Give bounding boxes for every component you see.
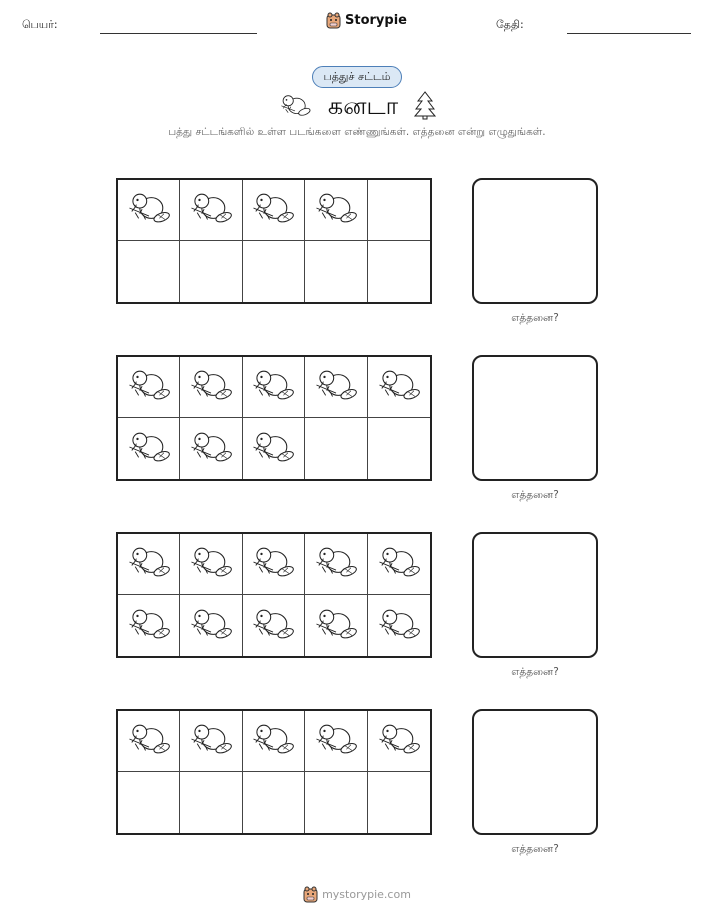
beaver-icon (250, 188, 296, 232)
beaver-icon (188, 542, 234, 586)
frame-cell (243, 357, 305, 418)
frame-cell (368, 595, 430, 656)
answer-box[interactable] (472, 355, 598, 481)
brand-logo (326, 12, 407, 29)
frame-cell (180, 418, 242, 479)
beaver-icon (313, 188, 359, 232)
beaver-icon (188, 365, 234, 409)
footer-url[interactable]: mystorypie.com (322, 888, 411, 901)
frame-cell (368, 357, 430, 418)
answer-label: எத்தனை? (511, 489, 559, 501)
frame-cell (180, 595, 242, 656)
storypie-logo-icon (303, 886, 318, 903)
frame-cell (180, 534, 242, 595)
worksheet-type-badge: பத்துச் சட்டம் (312, 66, 402, 88)
beaver-icon (250, 365, 296, 409)
frame-cell (243, 534, 305, 595)
frame-cell (243, 241, 305, 302)
beaver-icon (250, 719, 296, 763)
frame-cell (118, 772, 180, 833)
storypie-logo-icon (326, 12, 341, 29)
beaver-icon (188, 604, 234, 648)
pine-tree-icon (414, 90, 436, 124)
frame-cell (368, 180, 430, 241)
frame-cell (368, 534, 430, 595)
beaver-icon (376, 719, 422, 763)
beaver-icon (188, 427, 234, 471)
frame-cell (118, 357, 180, 418)
beaver-icon (126, 542, 172, 586)
title-row (0, 90, 714, 124)
answer-label: எத்தனை? (511, 666, 559, 678)
ten-frame (116, 178, 432, 304)
frame-cell (118, 711, 180, 772)
name-label: பெயர்: (22, 18, 58, 31)
answer-box[interactable] (472, 178, 598, 304)
footer (0, 886, 714, 903)
beaver-icon (278, 92, 312, 122)
beaver-icon (126, 719, 172, 763)
frame-cell (118, 418, 180, 479)
beaver-icon (376, 604, 422, 648)
frame-cell (305, 595, 367, 656)
frame-cell (305, 534, 367, 595)
date-line[interactable] (567, 33, 691, 34)
frame-cell (368, 772, 430, 833)
beaver-icon (376, 365, 422, 409)
ten-frame (116, 709, 432, 835)
answer-label: எத்தனை? (511, 312, 559, 324)
frame-cell (180, 711, 242, 772)
beaver-icon (188, 188, 234, 232)
frame-cell (305, 418, 367, 479)
beaver-icon (376, 542, 422, 586)
frame-cell (243, 595, 305, 656)
frame-cell (305, 772, 367, 833)
beaver-icon (126, 604, 172, 648)
frame-cell (305, 357, 367, 418)
answer-box[interactable] (472, 532, 598, 658)
frame-cell (368, 711, 430, 772)
beaver-icon (126, 427, 172, 471)
frame-cell (180, 772, 242, 833)
date-label: தேதி: (496, 18, 524, 31)
frame-cell (305, 711, 367, 772)
frame-cell (243, 418, 305, 479)
beaver-icon (250, 604, 296, 648)
beaver-icon (250, 542, 296, 586)
ten-frame (116, 532, 432, 658)
name-line[interactable] (100, 33, 257, 34)
beaver-icon (126, 188, 172, 232)
answer-label: எத்தனை? (511, 843, 559, 855)
beaver-icon (313, 542, 359, 586)
frame-cell (243, 711, 305, 772)
frame-cell (243, 772, 305, 833)
brand-name: Storypie (345, 13, 407, 28)
frame-cell (180, 241, 242, 302)
beaver-icon (313, 719, 359, 763)
frame-cell (368, 241, 430, 302)
beaver-icon (126, 365, 172, 409)
frame-cell (368, 418, 430, 479)
beaver-icon (313, 365, 359, 409)
beaver-icon (250, 427, 296, 471)
frame-cell (118, 241, 180, 302)
frame-cell (118, 534, 180, 595)
ten-frame (116, 355, 432, 481)
frame-cell (305, 241, 367, 302)
frame-cell (118, 180, 180, 241)
answer-box[interactable] (472, 709, 598, 835)
beaver-icon (313, 604, 359, 648)
frame-cell (118, 595, 180, 656)
page-title: கனடா (327, 91, 399, 120)
instructions: பத்து சட்டங்களில் உள்ள படங்களை எண்ணுங்கள். எத்தனை என்று எழுதுங்கள். (168, 126, 546, 138)
beaver-icon (188, 719, 234, 763)
frame-cell (180, 357, 242, 418)
frame-cell (305, 180, 367, 241)
frame-cell (180, 180, 242, 241)
frame-cell (243, 180, 305, 241)
